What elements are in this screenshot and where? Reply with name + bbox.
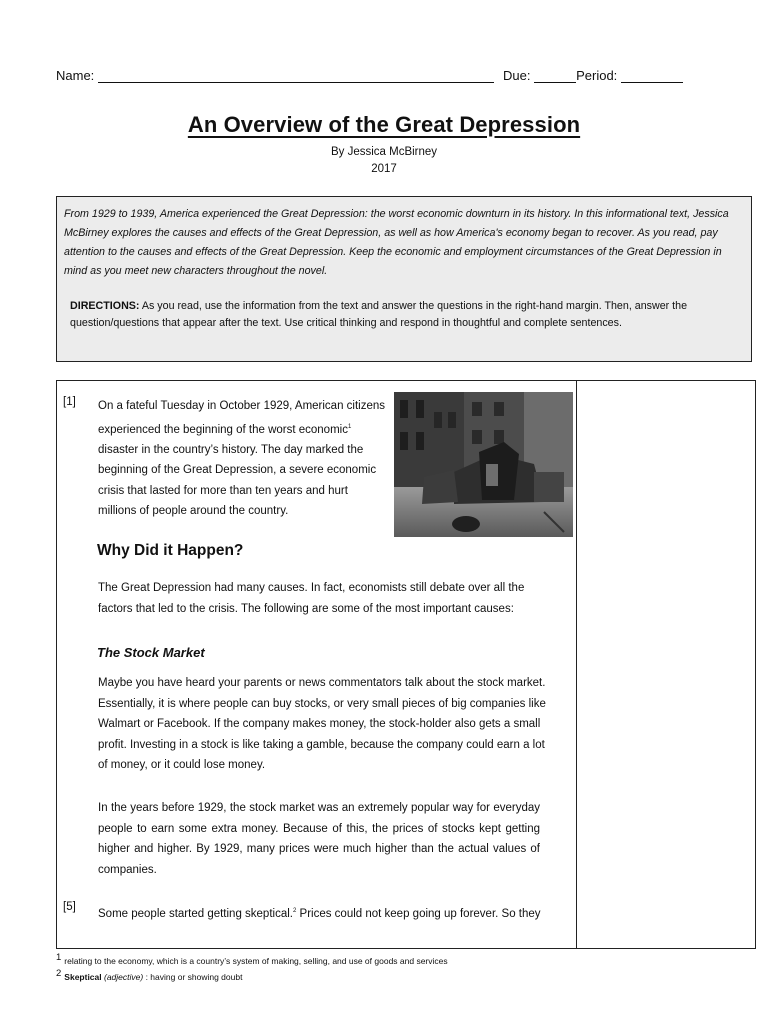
paragraph-5-text-b: Prices could not keep going up forever. So they bbox=[296, 907, 541, 920]
footnote-marker-2: 2 bbox=[292, 908, 297, 914]
paragraph-5 bbox=[98, 901, 568, 924]
due-label: Due: bbox=[503, 68, 531, 83]
footnote-2-marker: 2 bbox=[56, 968, 62, 979]
directions-text: As you read, use the information from the text and answer the questions in the right-hand margin. Then, answer the question/questions that appear after the text. Use critical thinking and respond in thoughtful and complete sentences. bbox=[70, 300, 688, 329]
document-title: An Overview of the Great Depression bbox=[187, 112, 581, 137]
footnote-2-term: Skeptical bbox=[64, 971, 102, 982]
due-period-field bbox=[503, 68, 683, 83]
name-label: Name: bbox=[56, 68, 95, 83]
due-blank[interactable] bbox=[534, 68, 576, 83]
paragraph-5-text-a: Some people started getting skeptical. bbox=[98, 907, 293, 920]
footnote-2-part-of-speech: (adjective) bbox=[104, 971, 144, 982]
paragraph-4: In the years before 1929, the stock market was an extremely popular way for everyday people to earn some extra money. Because of this, the prices of stocks kept getting higher and higher. By 1929, many prices were much higher than the actual values of companies. bbox=[98, 802, 540, 876]
name-blank[interactable] bbox=[98, 68, 494, 83]
author-byline: By Jessica McBirney bbox=[330, 146, 438, 158]
intro-summary: From 1929 to 1939, America experienced the Great Depression: the worst economic downturn in its history. In this informational text, Jessica McBirney explores the causes and effects of the Great Depression, as well as how America's economy began to recover. As you read, pay attention to the causes and effects of the Great Depression. Keep the economic and employment circumstances of the Great Depression in mind as you meet new characters throughout the novel. bbox=[64, 208, 729, 277]
name-field bbox=[56, 68, 494, 83]
period-blank[interactable] bbox=[621, 68, 683, 83]
paragraph-1-text-b: disaster in the country’s history. The day marked the beginning of the Great Depression, a severe economic crisis that lasted for more than ten years and hurt millions of people around the country. bbox=[98, 443, 377, 518]
directions bbox=[70, 298, 743, 332]
footnote-1 bbox=[56, 952, 448, 966]
paragraph-3: Maybe you have heard your parents or news commentators talk about the stock market. Essentially, it is where people can buy stocks, or very small pieces of big companies like Walmart or Facebook. If the company makes money, the stock-holder also gets a small profit. Investing in a stock is like taking a gamble, because the company could earn a lot of money, or it could lose money. bbox=[98, 677, 546, 771]
paragraph-1 bbox=[98, 396, 388, 522]
shantytown-photo bbox=[394, 392, 573, 537]
footnote-2 bbox=[56, 968, 242, 982]
answer-margin[interactable] bbox=[577, 381, 755, 948]
directions-label: DIRECTIONS: bbox=[70, 300, 140, 312]
footnote-1-text: relating to the economy, which is a country’s system of making, selling, and use of goods and services bbox=[64, 955, 448, 966]
footnote-1-marker: 1 bbox=[56, 952, 62, 963]
heading-why-did-it-happen: Why Did it Happen? bbox=[97, 542, 244, 559]
period-label: Period: bbox=[576, 68, 618, 83]
paragraph-2: The Great Depression had many causes. In fact, economists still debate over all the factors that led to the crisis. The following are some of the most important causes: bbox=[98, 582, 525, 615]
footnote-marker-1: 1 bbox=[347, 423, 352, 430]
intro-box bbox=[56, 196, 752, 362]
heading-stock-market: The Stock Market bbox=[97, 645, 205, 660]
footnote-2-text: : having or showing doubt bbox=[143, 971, 243, 982]
paragraph-number-1: [1] bbox=[63, 396, 76, 408]
publication-year: 2017 bbox=[371, 163, 397, 175]
paragraph-number-5: [5] bbox=[63, 901, 76, 913]
paragraph-1-text-a: On a fateful Tuesday in October 1929, American citizens experienced the beginning of the worst economic bbox=[98, 400, 386, 436]
